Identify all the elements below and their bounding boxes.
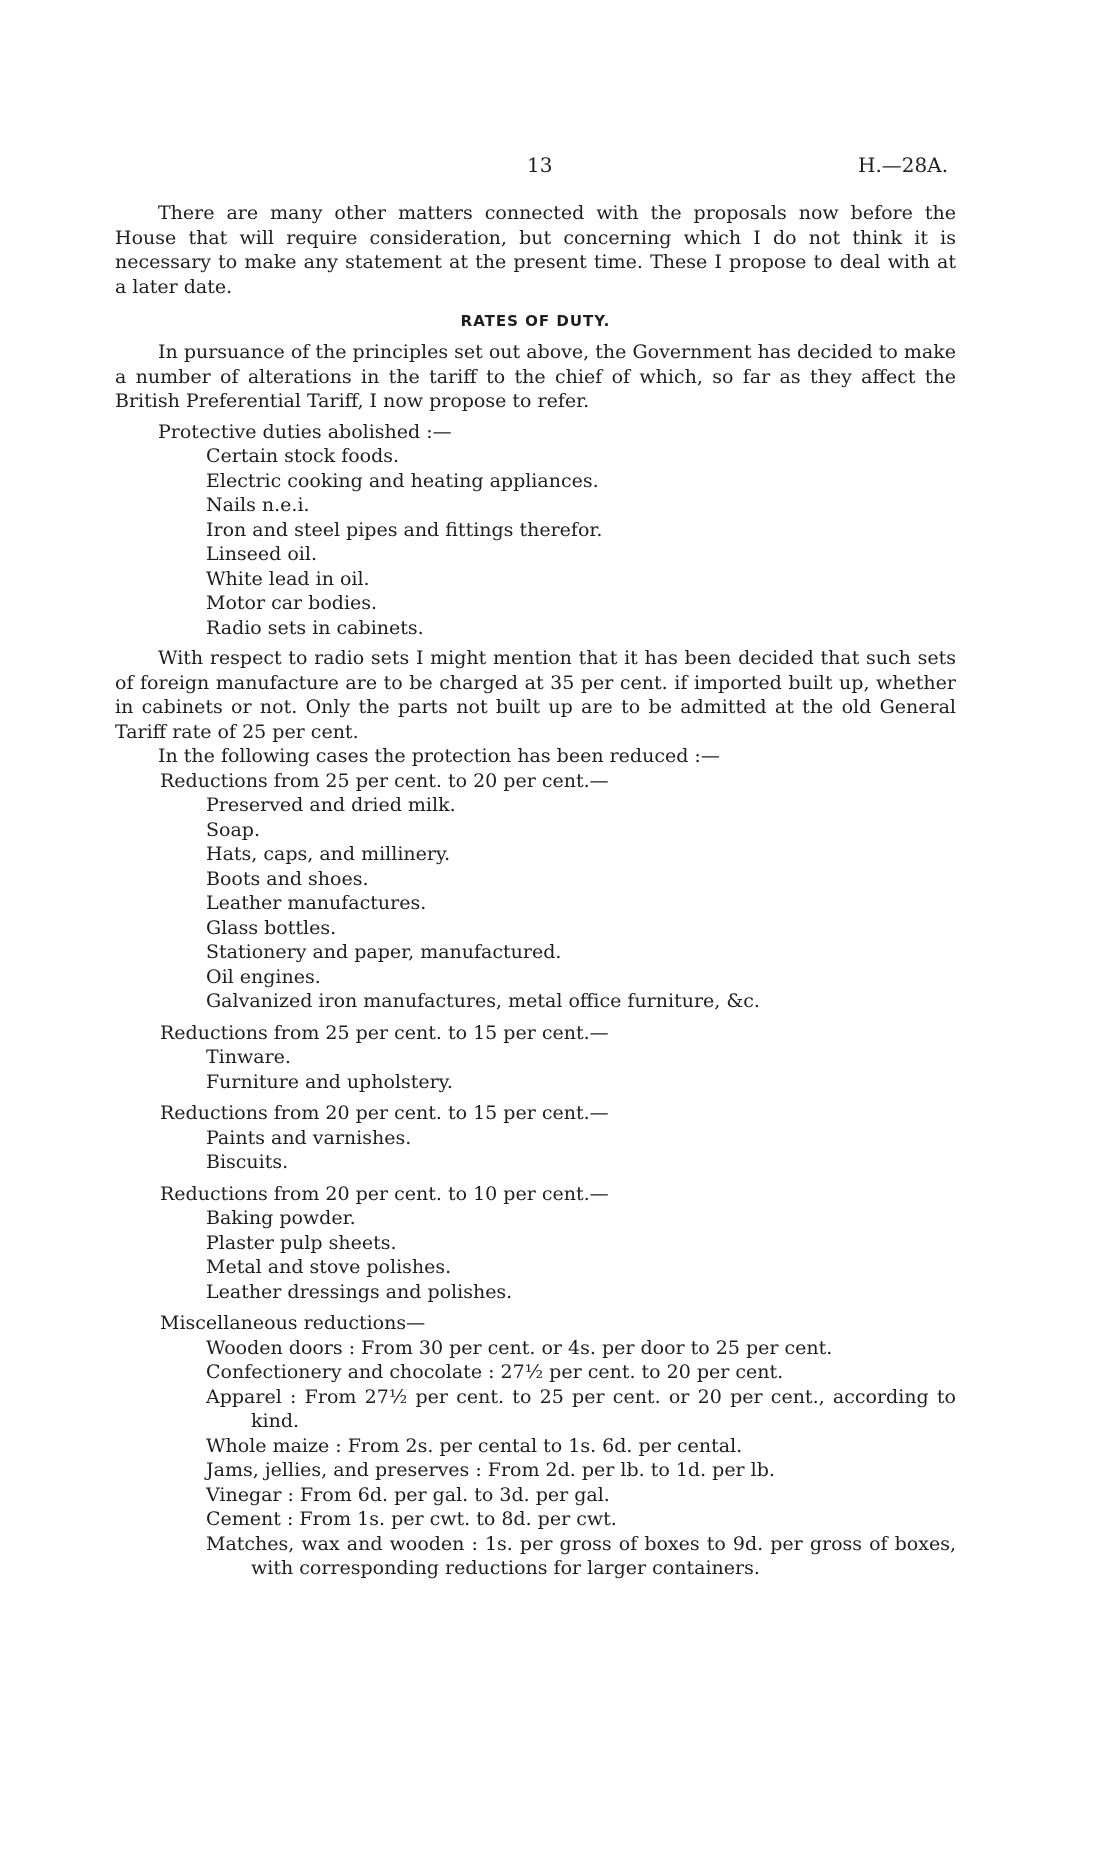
list-item: Jams, jellies, and preserves : From 2d. per lb. to 1d. per lb. (206, 1459, 775, 1481)
list-item: Paints and varnishes. (206, 1126, 412, 1149)
page-body (115, 201, 956, 1581)
list-item: Linseed oil. (206, 543, 318, 565)
list-item: Confectionery and chocolate : 27½ per cent. to 20 per cent. (206, 1361, 784, 1383)
miscellaneous-list (206, 1336, 956, 1581)
list-item: Metal and stove polishes. (206, 1256, 452, 1278)
list-item: Stationery and paper, manufactured. (206, 941, 562, 963)
list-item: Galvanized iron manufactures, metal office furniture, &c. (206, 990, 760, 1012)
list-item: Oil engines. (206, 965, 321, 988)
list-item: Matches, wax and wooden : 1s. per gross of boxes to 9d. per gross of boxes, with corresponding reductions for larger containers. (206, 1532, 956, 1579)
reduction-list (206, 1206, 956, 1304)
list-item: Tinware. (206, 1046, 291, 1068)
abolished-list (206, 444, 956, 640)
list-item: Leather dressings and polishes. (206, 1280, 513, 1303)
list-item: Soap. (206, 818, 260, 841)
reduction-heading: Reductions from 25 per cent. to 15 per cent.— (160, 1021, 609, 1044)
list-item: White lead in oil. (206, 567, 370, 590)
list-item: Hats, caps, and millinery. (206, 843, 451, 865)
list-item: Furniture and upholstery. (206, 1070, 453, 1093)
list-item: Electric cooking and heating appliances. (206, 469, 599, 492)
list-item: Iron and steel pipes and fittings therefor. (206, 518, 603, 541)
list-item: Preserved and dried milk. (206, 794, 456, 816)
reduction-list (206, 793, 956, 1014)
list-item: Apparel : From 27½ per cent. to 25 per cent. or 20 per cent., according to kind. (206, 1385, 956, 1432)
reduction-list (206, 1126, 956, 1175)
list-item: Biscuits. (206, 1151, 289, 1173)
intro-paragraph: There are many other matters connected with the proposals now before the House that will require consideration, but concerning which I do not think it is necessary to make any statement at the present time. These I propose to deal with at a later date. (115, 202, 956, 298)
radio-paragraph: With respect to radio sets I might mention that it has been decided that such sets of foreign manufacture are to be charged at 35 per cent. if imported built up, whether in cabinets or not. Only the parts not built up are to be admitted at the old General Tariff rate of 25 per cent. (115, 647, 956, 743)
reduction-heading: Reductions from 25 per cent. to 20 per cent.— (160, 769, 609, 792)
list-item: Plaster pulp sheets. (206, 1231, 397, 1254)
list-item: Radio sets in cabinets. (206, 616, 424, 639)
section-heading: RATES OF DUTY. (460, 312, 611, 330)
reduction-list (206, 1045, 956, 1094)
list-item: Whole maize : From 2s. per cental to 1s. 6d. per cental. (206, 1434, 743, 1457)
page-number: 13 (527, 153, 553, 177)
pursuance-paragraph: In pursuance of the principles set out above, the Government has decided to make a number of alterations in the tariff to the chief of which, so far as they affect the British Preferential Tariff, I now propose to refer. (115, 341, 956, 412)
list-item: Leather manufactures. (206, 892, 427, 914)
list-item: Nails n.e.i. (206, 494, 310, 516)
list-item: Wooden doors : From 30 per cent. or 4s. per door to 25 per cent. (206, 1336, 833, 1359)
list-item: Certain stock foods. (206, 445, 400, 467)
list-item: Vinegar : From 6d. per gal. to 3d. per gal. (206, 1483, 610, 1506)
document-reference: H.—28A. (858, 153, 949, 177)
miscellaneous-heading: Miscellaneous reductions— (160, 1312, 426, 1334)
reduction-heading: Reductions from 20 per cent. to 10 per cent.— (160, 1182, 609, 1205)
list-item: Motor car bodies. (206, 592, 378, 614)
reduction-heading: Reductions from 20 per cent. to 15 per cent.— (160, 1102, 609, 1124)
list-item: Boots and shoes. (206, 867, 369, 890)
list-item: Glass bottles. (206, 916, 337, 939)
reduced-intro: In the following cases the protection has been reduced :— (158, 745, 720, 767)
abolished-label: Protective duties abolished :— (158, 420, 452, 443)
list-item: Baking powder. (206, 1207, 356, 1229)
list-item: Cement : From 1s. per cwt. to 8d. per cwt. (206, 1508, 617, 1530)
